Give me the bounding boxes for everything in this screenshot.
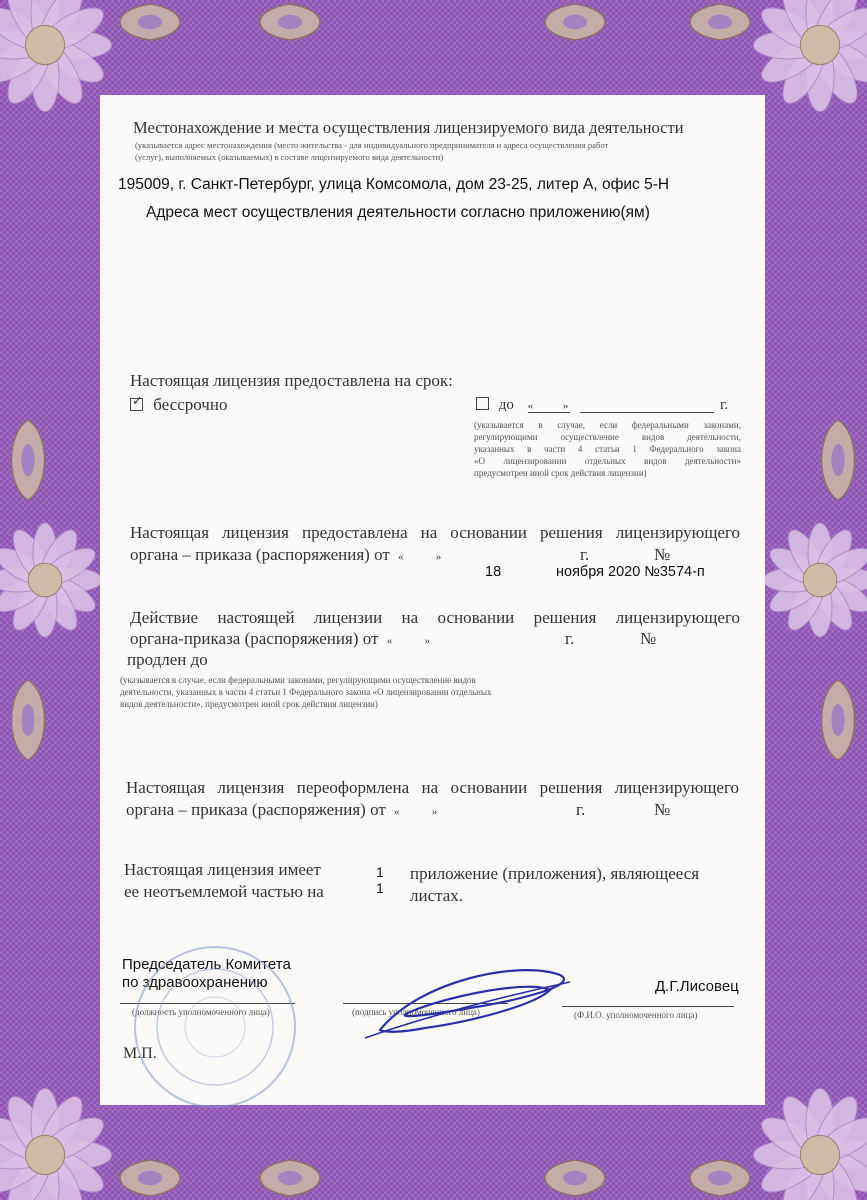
extension-line-1: Действие настоящей лицензии на основании решения лицензирующего (130, 608, 740, 627)
extension-quote-open: « (386, 635, 393, 647)
basis-quote-close: » (435, 551, 442, 563)
extension-year: г. (565, 629, 575, 648)
until-day-line (528, 412, 570, 413)
reissue-quote-open: « (394, 806, 400, 818)
handwritten-signature (350, 960, 580, 1045)
reissue-year: г. (576, 800, 586, 819)
extension-note-3: видов деятельности», предусмотрен иной срок действия лицензии) (120, 699, 378, 709)
location-note-line-1: (указывается адрес местонахождения (место жительства - для индивидуального предпринимателя и адреса осуществления работ (135, 140, 609, 150)
until-checkbox[interactable] (476, 397, 489, 410)
term-perpetual (130, 395, 227, 415)
appendix-left-1: Настоящая лицензия имеет (124, 860, 321, 879)
basis-date-number-value: ноября 2020 №3574-п (556, 564, 705, 580)
until-quote-open: « (527, 400, 534, 412)
position-caption: (должность уполномоченного лица) (132, 1007, 270, 1017)
term-note-2: регулирующими осуществление видов деятельности, (474, 432, 741, 442)
signatory-name: Д.Г.Лисовец (655, 978, 739, 995)
reissue-quote-close: » (431, 806, 438, 818)
basis-day-value: 18 (485, 564, 502, 580)
signature-caption: (подпись уполномоченного лица) (352, 1007, 480, 1017)
license-address: 195009, г. Санкт-Петербург, улица Комсомола, дом 23-25, литер А, офис 5-Н (118, 176, 670, 193)
term-note-3: указанных в части 4 статьи 1 Федерального закона (474, 444, 741, 454)
extension-quote-close: » (424, 635, 430, 647)
appendix-sheets: 1 (376, 880, 384, 896)
basis-line-2 (130, 545, 441, 565)
reissue-line-1: Настоящая лицензия переоформлена на основании решения лицензирующего (126, 778, 739, 797)
perpetual-label: бессрочно (153, 395, 228, 414)
until-quote-close: » (562, 400, 569, 412)
term-note-1: (указывается в случае, если федеральными законами, (474, 420, 741, 430)
extension-number-sign: № (640, 629, 657, 648)
name-line (562, 1006, 734, 1007)
official-seal (115, 935, 315, 1120)
reissue-line-2 (126, 800, 437, 820)
term-note-4: «О лицензировании отдельных видов деятельности» (474, 456, 741, 466)
reissue-number-sign: № (654, 800, 671, 819)
basis-quote-open: « (398, 551, 404, 563)
checkmark-icon: ✓ (132, 393, 143, 408)
activity-places: Адреса мест осуществления деятельности согласно приложению(ям) (146, 204, 650, 221)
extension-line-2 (130, 629, 430, 649)
location-title: Местонахождение и места осуществления лицензируемого вида деятельности (133, 118, 684, 137)
name-caption: (Ф.И.О. уполномоченного лица) (574, 1010, 698, 1020)
extension-line-3: продлен до (127, 650, 208, 669)
term-heading: Настоящая лицензия предоставлена на срок: (130, 371, 453, 390)
reissue-prefix: органа – приказа (распоряжения) от (126, 800, 386, 819)
appendix-count: 1 (376, 864, 384, 880)
until-label: до (498, 397, 514, 413)
appendix-left-2: ее неотъемлемой частью на (124, 882, 324, 901)
stamp-label: М.П. (123, 1045, 157, 1062)
extension-prefix: органа-приказа (распоряжения) от (130, 629, 379, 648)
appendix-right-1: приложение (приложения), являющееся (410, 864, 700, 883)
signatory-position-2: по здравоохранению (122, 974, 268, 991)
extension-note-2: деятельности, указанных в части 4 статьи 1 Федерального закона «О лицензировании отдельных (120, 687, 492, 697)
perpetual-checkbox[interactable] (130, 393, 143, 411)
signatory-position-1: Председатель Комитета (122, 956, 291, 973)
extension-note-1: (указывается в случае, если федеральными законами, регулирующими осуществление видов (120, 675, 476, 685)
basis-year: г. (580, 545, 590, 564)
until-month-line (580, 412, 714, 413)
appendix-right-2: листах. (410, 886, 464, 905)
basis-line-1: Настоящая лицензия предоставлена на основании решения лицензирующего (130, 523, 740, 542)
term-note-5: предусмотрен иной срок действия лицензии) (474, 468, 647, 478)
basis-number-sign: № (654, 545, 671, 564)
until-year-suffix: г. (720, 397, 729, 413)
basis-prefix: органа – приказа (распоряжения) от (130, 545, 390, 564)
location-note-line-2: (услуг), выполняемых (оказываемых) в составе лицензируемого вида деятельности) (135, 152, 444, 162)
